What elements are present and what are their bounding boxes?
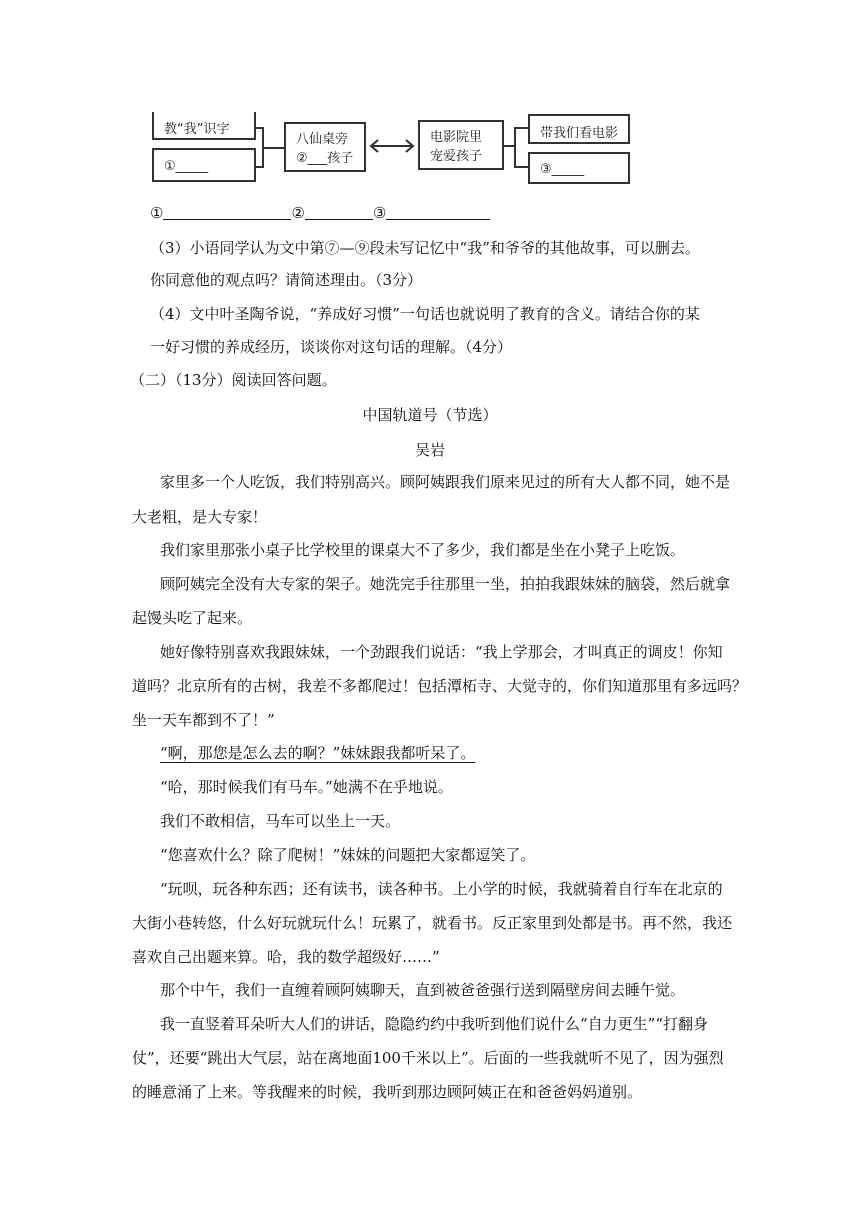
- paragraph-line: “您喜欢什么？除了爬树！”妹妹的问题把大家都逗笑了。: [160, 846, 536, 864]
- underlined-sentence: “啊，那您是怎么去的啊？”妹妹跟我都听呆了。: [160, 744, 476, 762]
- paragraph-line: 仗”，还要“跳出大气层，站在离地面100千米以上”。后面的一些我就听不见了，因为强烈: [132, 1049, 724, 1067]
- paragraph-line: 我们家里那张小桌子比学校里的课桌大不了多少，我们都是坐在小凳子上吃饭。: [160, 541, 686, 559]
- diagram-box-blank1: ①_____: [152, 148, 256, 182]
- diagram-box-teach: 教“我”识字: [152, 112, 256, 140]
- paragraph-line: “玩呗，玩各种东西；还有读书，读各种书。上小学的时候，我就骑着自行车在北京的: [160, 880, 723, 898]
- article-author: 吴岩: [414, 441, 445, 459]
- paragraph-line: 坐一天车都到不了！”: [132, 711, 275, 729]
- paragraph-line: 那个中午，我们一直缠着顾阿姨聊天，直到被爸爸强行送到隔壁房间去睡午觉。: [160, 981, 686, 999]
- answer-blank-2[interactable]: [305, 203, 373, 220]
- paragraph-line: 喜欢自己出题来算。哈，我的数学超级好……”: [132, 948, 440, 966]
- double-arrow-icon: [368, 138, 416, 154]
- paragraph-line: 顾阿姨完全没有大专家的架子。她洗完手往那里一坐，拍拍我跟妹妹的脑袋，然后就拿: [160, 575, 731, 593]
- answer-blank-3[interactable]: [386, 203, 490, 220]
- question-4-line1: （4）文中叶圣陶爷说，“养成好习惯”一句话也就说明了教育的含义。请结合你的某: [150, 305, 700, 323]
- paragraph-line: 大老粗，是大专家！: [132, 508, 268, 526]
- paragraph-line: 我一直竖着耳朵听大人们的讲话，隐隐约约中我听到他们说什么“自力更生”“打翻身: [160, 1015, 709, 1033]
- paragraph-line: 我们不敢相信，马车可以坐上一天。: [160, 812, 401, 830]
- answer-blanks: ① ② ③: [150, 196, 750, 230]
- diagram-box-cinema: 电影院里 宠爱孩子: [418, 120, 504, 170]
- diagram-box-movie: 带我们看电影: [528, 114, 630, 144]
- paragraph-line: 家里多一个人吃饭，我们特别高兴。顾阿姨跟我们原来见过的所有大人都不同，她不是: [160, 473, 731, 491]
- question-4-line2: 一好习惯的养成经历，谈谈你对这句话的理解。（4分）: [150, 338, 513, 356]
- paragraph-line: 道吗？北京所有的古树，我差不多都爬过！包括潭柘寺、大觉寺的，你们知道那里有多远吗？: [132, 677, 748, 695]
- diagram-box-blank3: ③_____: [528, 152, 630, 184]
- bracket-right: [514, 128, 516, 168]
- paragraph-line: 起馒头吃了起来。: [132, 609, 253, 627]
- article-title: 中国轨道号（节选）: [362, 406, 498, 424]
- paragraph-line: 的睡意涌了上来。等我醒来的时候，我听到那边顾阿姨正在和爸爸妈妈道别。: [132, 1083, 643, 1101]
- section-2-heading: （二）（13分）阅读回答问题。: [130, 371, 337, 389]
- question-3-line1: （3）小语同学认为文中第⑦—⑨段未写记忆中“我”和爷爷的其他故事，可以删去。: [150, 239, 700, 257]
- question-3-line2: 你同意他的观点吗？请简述理由。（3分）: [150, 271, 423, 289]
- paragraph-line: 她好像特别喜欢我跟妹妹，一个劲跟我们说话：“我上学那会，才叫真正的调皮！你知: [160, 643, 723, 661]
- diagram-box-table: 八仙桌旁 ②___孩子: [284, 122, 366, 172]
- answer-blank-1[interactable]: [163, 203, 291, 220]
- paragraph-line: 大街小巷转悠，什么好玩就玩什么！玩累了，就看书。反正家里到处都是书。再不然，我还: [132, 914, 733, 932]
- paragraph-line: “哈，那时候我们有马车。”她满不在乎地说。: [160, 778, 453, 796]
